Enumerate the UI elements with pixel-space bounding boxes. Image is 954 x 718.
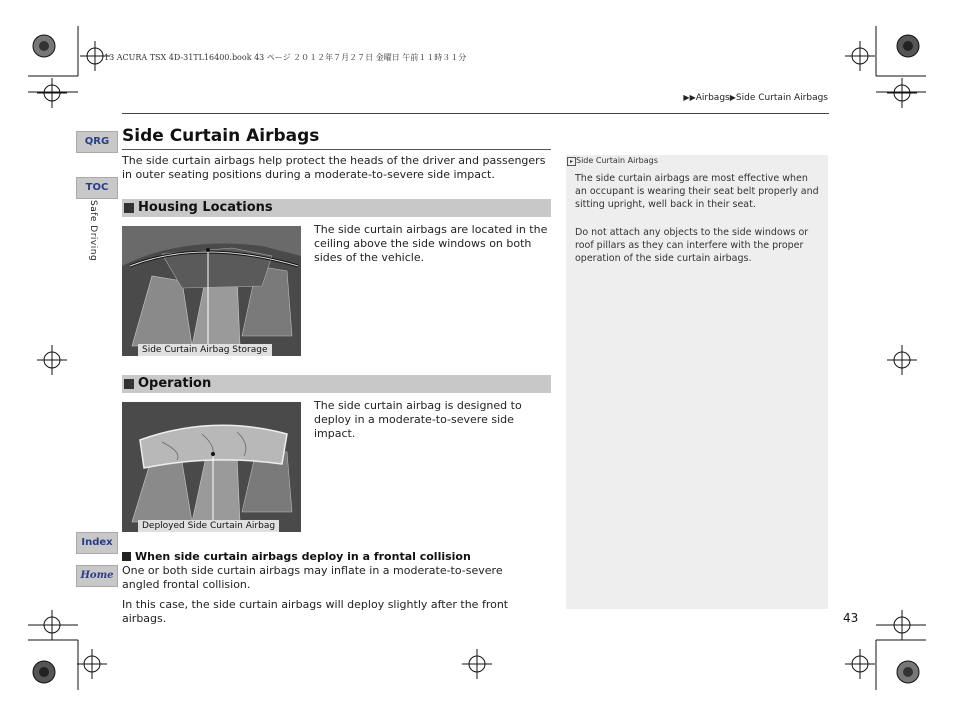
subsection-paragraph-1: One or both side curtain airbags may inflate in a moderate-to-severe angled frontal collision. [122, 564, 503, 591]
page-number: 43 [843, 611, 859, 625]
section-square-icon [124, 203, 134, 213]
operation-paragraph: The side curtain airbag is designed to deploy in a moderate-to-severe side impact. [314, 399, 522, 440]
toc-button[interactable]: TOC [76, 177, 118, 199]
breadcrumb-link-airbags[interactable]: Airbags [695, 93, 730, 103]
section-heading-housing [122, 199, 551, 217]
housing-illustration [122, 226, 301, 356]
intro-paragraph: The side curtain airbags help protect the heads of the driver and passengers in outer seating positions during a moderate-to-severe side impact. [122, 154, 546, 181]
section-heading-label: Operation [138, 376, 212, 391]
section-heading-label: Housing Locations [138, 200, 273, 215]
section-square-icon [124, 379, 134, 389]
sidebar-notes-panel [566, 155, 828, 609]
home-button[interactable]: Home [76, 565, 118, 587]
storage-callout: Side Curtain Airbag Storage [138, 344, 272, 356]
bullet-square-icon [122, 552, 131, 561]
breadcrumb-separator-icon: ▶ [729, 93, 736, 102]
section-heading-operation [122, 375, 551, 393]
index-button[interactable]: Index [76, 532, 118, 554]
breadcrumb-current: Side Curtain Airbags [735, 93, 828, 103]
title-rule [122, 149, 551, 150]
subsection-paragraph-2: In this case, the side curtain airbags will deploy slightly after the front airbags. [122, 598, 509, 625]
subsection-heading: When side curtain airbags deploy in a frontal collision [122, 550, 471, 563]
page-title: Side Curtain Airbags [122, 126, 320, 146]
sidebar-paragraph-1: The side curtain airbags are most effective when an occupant is wearing their seat belt properly and sitting upright, well back in their seat. [575, 173, 819, 210]
operation-illustration [122, 402, 301, 532]
header-rule [122, 113, 829, 114]
deployed-callout: Deployed Side Curtain Airbag [138, 520, 279, 532]
breadcrumb [640, 93, 828, 103]
chapter-tab-label: Safe Driving [88, 200, 98, 262]
breadcrumb-marker-icon: ▶▶ [683, 93, 696, 102]
sidebar-paragraph-2: Do not attach any objects to the side windows or roof pillars as they can interfere with the proper operation of the side curtain airbags. [575, 227, 809, 264]
sidebar-heading: ▸ Side Curtain Airbags [567, 156, 658, 166]
reference-arrow-icon: ▸ [567, 157, 576, 166]
deployed-airbag-illustration [122, 402, 301, 532]
car-interior-illustration [122, 226, 301, 356]
print-info-line: 13 ACURA TSX 4D-31TL16400.book 43 ページ ２０１２年７月２７日 金曜日 午前１１時３１分 [104, 53, 467, 62]
qrg-button[interactable]: QRG [76, 131, 118, 153]
housing-paragraph: The side curtain airbags are located in the ceiling above the side windows on both sides of the vehicle. [314, 223, 548, 264]
